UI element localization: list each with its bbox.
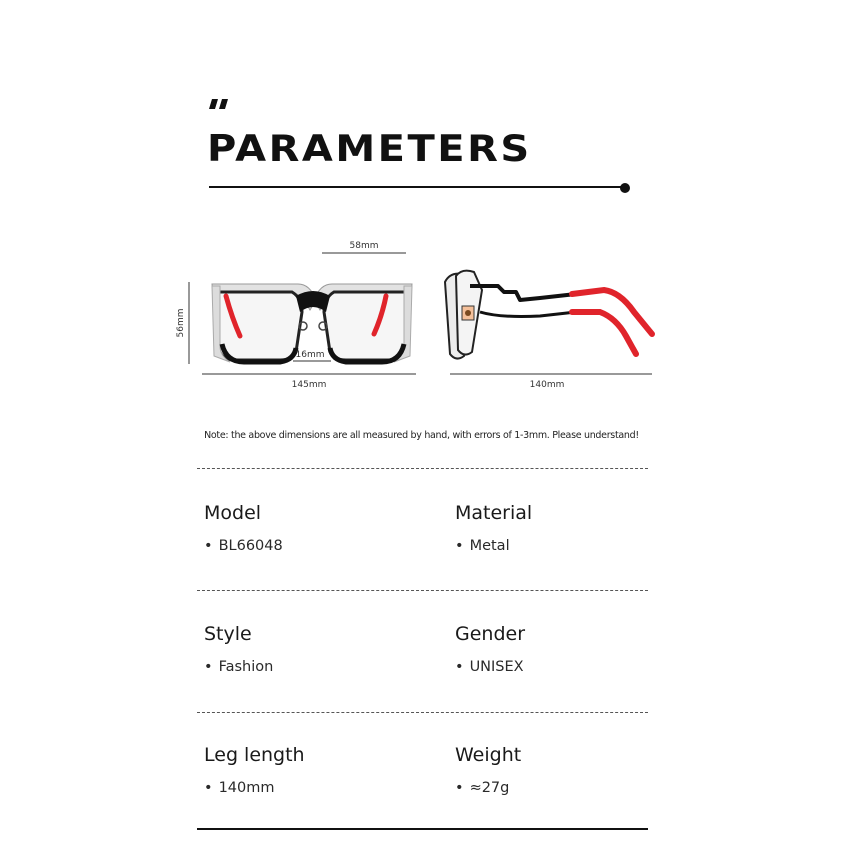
spec-model bbox=[204, 502, 283, 554]
bridge-width-label: 16mm bbox=[295, 350, 325, 360]
spec-label: Model bbox=[204, 502, 262, 524]
spec-label: Style bbox=[204, 623, 252, 645]
spec-value: ≈27g bbox=[469, 780, 510, 796]
temple-length-label: 140mm bbox=[529, 380, 565, 390]
divider bbox=[197, 590, 648, 591]
divider bbox=[197, 468, 648, 469]
bullet-icon: • bbox=[204, 780, 213, 796]
spec-label: Gender bbox=[455, 623, 526, 645]
bullet-icon: • bbox=[204, 659, 213, 675]
measurement-note: Note: the above dimensions are all measured by hand, with errors of 1-3mm. Please understand! bbox=[204, 430, 639, 441]
lens-width-label: 58mm bbox=[349, 241, 379, 251]
bullet-icon: • bbox=[455, 780, 464, 796]
page-title: PARAMETERS bbox=[207, 128, 532, 171]
bullet-icon: • bbox=[204, 538, 213, 554]
spec-label: Leg length bbox=[204, 744, 305, 766]
spec-value: UNISEX bbox=[469, 659, 524, 675]
spec-style bbox=[204, 623, 273, 675]
bullet-icon: • bbox=[455, 538, 464, 554]
frame-width-label: 145mm bbox=[291, 380, 327, 390]
spec-value: Fashion bbox=[218, 659, 274, 675]
spec-material bbox=[455, 502, 532, 554]
side-view-glasses bbox=[445, 271, 652, 359]
spec-label: Material bbox=[455, 502, 533, 524]
spec-gender bbox=[455, 623, 525, 675]
bottom-divider bbox=[197, 828, 648, 830]
lens-height-label: 56mm bbox=[176, 308, 186, 338]
spec-value: BL66048 bbox=[218, 538, 283, 554]
spec-weight bbox=[455, 744, 521, 796]
spec-value: Metal bbox=[469, 538, 510, 554]
divider bbox=[197, 712, 648, 713]
spec-label: Weight bbox=[455, 744, 522, 766]
spec-leg-length bbox=[204, 744, 305, 796]
spec-value: 140mm bbox=[218, 780, 275, 796]
bullet-icon: • bbox=[455, 659, 464, 675]
